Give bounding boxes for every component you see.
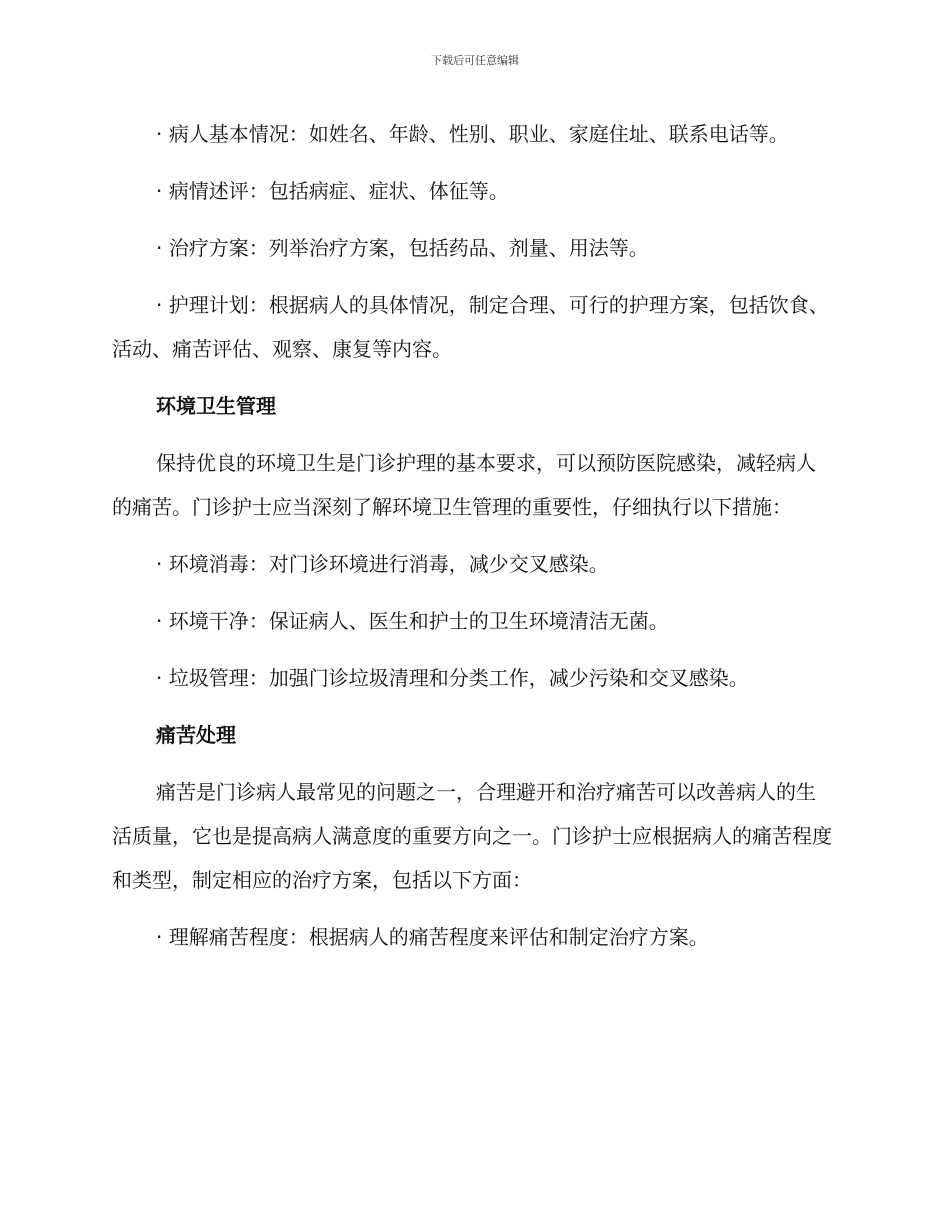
bullet-cleanliness: · 环境干净：保证病人、医生和护士的卫生环境清洁无菌。 [156, 609, 669, 633]
bullet-waste-management: · 垃圾管理：加强门诊垃圾清理和分类工作，减少污染和交叉感染。 [156, 666, 749, 690]
bullet-nursing-plan: · 护理计划：根据病人的具体情况，制定合理、可行的护理方案，包括饮食、活动、痛苦评估、观察、康复等内容。 [112, 293, 829, 361]
page-header: 下载后可任意编辑 [431, 54, 519, 67]
paragraph-pain-intro: 痛苦是门诊病人最常见的问题之一，合理避开和治疗痛苦可以改善病人的生活质量，它也是提高病人满意度的重要方向之一。门诊护士应根据病人的痛苦程度和类型，制定相应的治疗方案，包括以下方面： [112, 780, 832, 892]
bullet-patient-basic-info: · 病人基本情况：如姓名、年龄、性别、职业、家庭住址、联系电话等。 [156, 122, 789, 146]
paragraph-environment-intro: 保持优良的环境卫生是门诊护理的基本要求，可以预防医院感染，减轻病人的痛苦。门诊护士应当深刻了解环境卫生管理的重要性，仔细执行以下措施： [112, 451, 816, 519]
bullet-disinfection: · 环境消毒：对门诊环境进行消毒，减少交叉感染。 [156, 552, 609, 576]
bullet-condition-review: · 病情述评：包括病症、症状、体征等。 [156, 179, 509, 203]
document-body [112, 112, 832, 972]
bullet-treatment-plan: · 治疗方案：列举治疗方案，包括药品、剂量、用法等。 [156, 236, 649, 260]
bullet-pain-level: · 理解痛苦程度：根据病人的痛苦程度来评估和制定治疗方案。 [156, 925, 709, 949]
section-heading-environment-hygiene: 环境卫生管理 [156, 394, 276, 418]
section-heading-pain-management: 痛苦处理 [156, 723, 236, 747]
